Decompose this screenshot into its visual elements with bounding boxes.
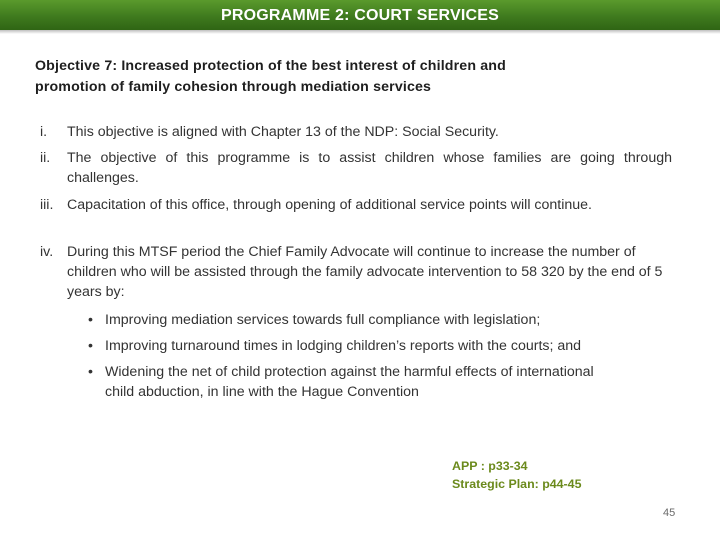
bullet-text: Improving turnaround times in lodging children’s reports with the courts; and: [105, 338, 582, 354]
bullet-icon: •: [88, 312, 93, 328]
strategic-plan-reference: Strategic Plan: p44-45: [452, 477, 582, 491]
list-number: iii.: [40, 197, 54, 213]
list-number: i.: [40, 124, 48, 140]
bullet-icon: •: [88, 364, 93, 380]
list-number: ii.: [40, 150, 51, 166]
header-shadow: [0, 30, 720, 34]
objective-heading: [35, 56, 655, 97]
bullet-icon: •: [88, 338, 93, 354]
list-text: The objective of this programme is to assist children whose families are going through challenges.: [67, 150, 672, 186]
page-number: 45: [663, 507, 676, 519]
page-references: [452, 457, 581, 493]
app-reference: APP : p33-34: [452, 459, 528, 473]
bullet-text: Improving mediation services towards full compliance with legislation;: [105, 312, 541, 328]
list-text: Capacitation of this office, through opening of additional service points will continue.: [67, 197, 592, 213]
bullet-text: Widening the net of child protection against the harmful effects of international child abduction, in line with the Hague Convention: [105, 364, 594, 400]
objective-line-2: promotion of family cohesion through mediation services: [35, 78, 432, 95]
list-text: During this MTSF period the Chief Family Advocate will continue to increase the number of children who will be assisted through the family advocate intervention to 58 320 by the end of 5 years by:: [67, 244, 663, 300]
list-text: This objective is aligned with Chapter 13 of the NDP: Social Security.: [67, 124, 499, 140]
objective-line-1: Objective 7: Increased protection of the best interest of children and: [35, 58, 506, 74]
slide-title: PROGRAMME 2: COURT SERVICES: [220, 7, 500, 24]
list-number: iv.: [40, 244, 54, 260]
